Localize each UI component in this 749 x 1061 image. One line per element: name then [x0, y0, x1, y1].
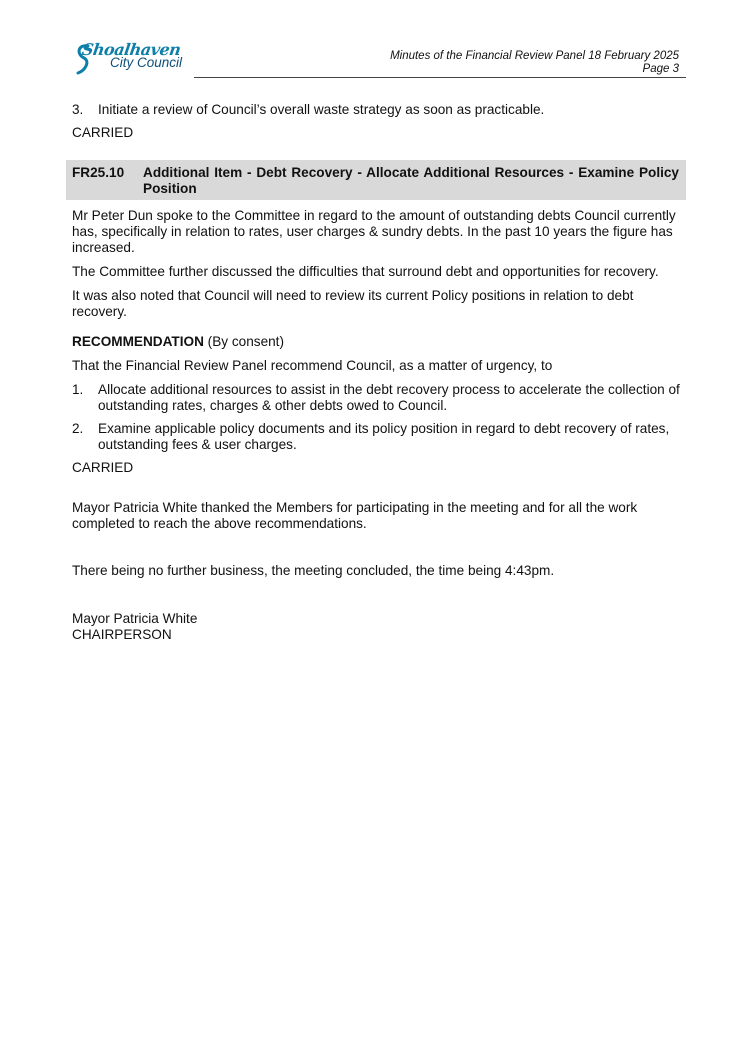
- recommendation-heading: [72, 334, 682, 350]
- item-paragraph-3: It was also noted that Council will need to review its current Policy positions in relation to debt recovery.: [72, 288, 634, 319]
- signatory-name: Mayor Patricia White: [72, 611, 198, 626]
- page-header: [390, 50, 679, 76]
- signatory-role: CHAIRPERSON: [72, 627, 172, 642]
- item-paragraph-1: Mr Peter Dun spoke to the Committee in regard to the amount of outstanding debts Council currently has, specifically in relation to rates, user charges & sundry debts. In the past 10 years the figure has increased.: [72, 208, 676, 255]
- minutes-title: Minutes of the Financial Review Panel 18 February 2025: [390, 50, 679, 62]
- prior-item-result: CARRIED: [72, 125, 134, 140]
- recommendation-intro: That the Financial Review Panel recommend Council, as a matter of urgency, to: [72, 358, 553, 373]
- item-code: FR25.10: [72, 165, 125, 180]
- list-item-text: Examine applicable policy documents and its policy position in regard to debt recovery of rates, outstanding fees & user charges.: [98, 421, 670, 452]
- list-item-number: 2.: [72, 421, 84, 436]
- item-title: Additional Item - Debt Recovery - Allocate Additional Resources - Examine Policy Position: [143, 165, 679, 196]
- item-result: CARRIED: [72, 460, 134, 475]
- prior-list-text: Initiate a review of Council’s overall waste strategy as soon as practicable.: [98, 102, 545, 117]
- council-logo: [74, 40, 204, 78]
- logo-script-text: Shoalhaven: [80, 40, 182, 59]
- prior-list-number: 3.: [72, 102, 84, 117]
- logo-city-text: City Council: [110, 55, 183, 70]
- header-divider: [194, 77, 686, 78]
- recommendation-label: RECOMMENDATION: [72, 334, 204, 349]
- list-item-number: 1.: [72, 382, 84, 397]
- item-paragraph-2: The Committee further discussed the difficulties that surround debt and opportunities for recovery.: [72, 264, 659, 279]
- recommendation-note: (By consent): [203, 334, 284, 349]
- closing-conclusion: There being no further business, the meeting concluded, the time being 4:43pm.: [72, 563, 555, 578]
- closing-thanks: Mayor Patricia White thanked the Members for participating in the meeting and for all the work completed to reach the above recommendations.: [72, 500, 638, 531]
- page-number: Page 3: [642, 63, 679, 75]
- list-item-text: Allocate additional resources to assist in the debt recovery process to accelerate the collection of outstanding rates, charges & other debts owed to Council.: [98, 382, 680, 413]
